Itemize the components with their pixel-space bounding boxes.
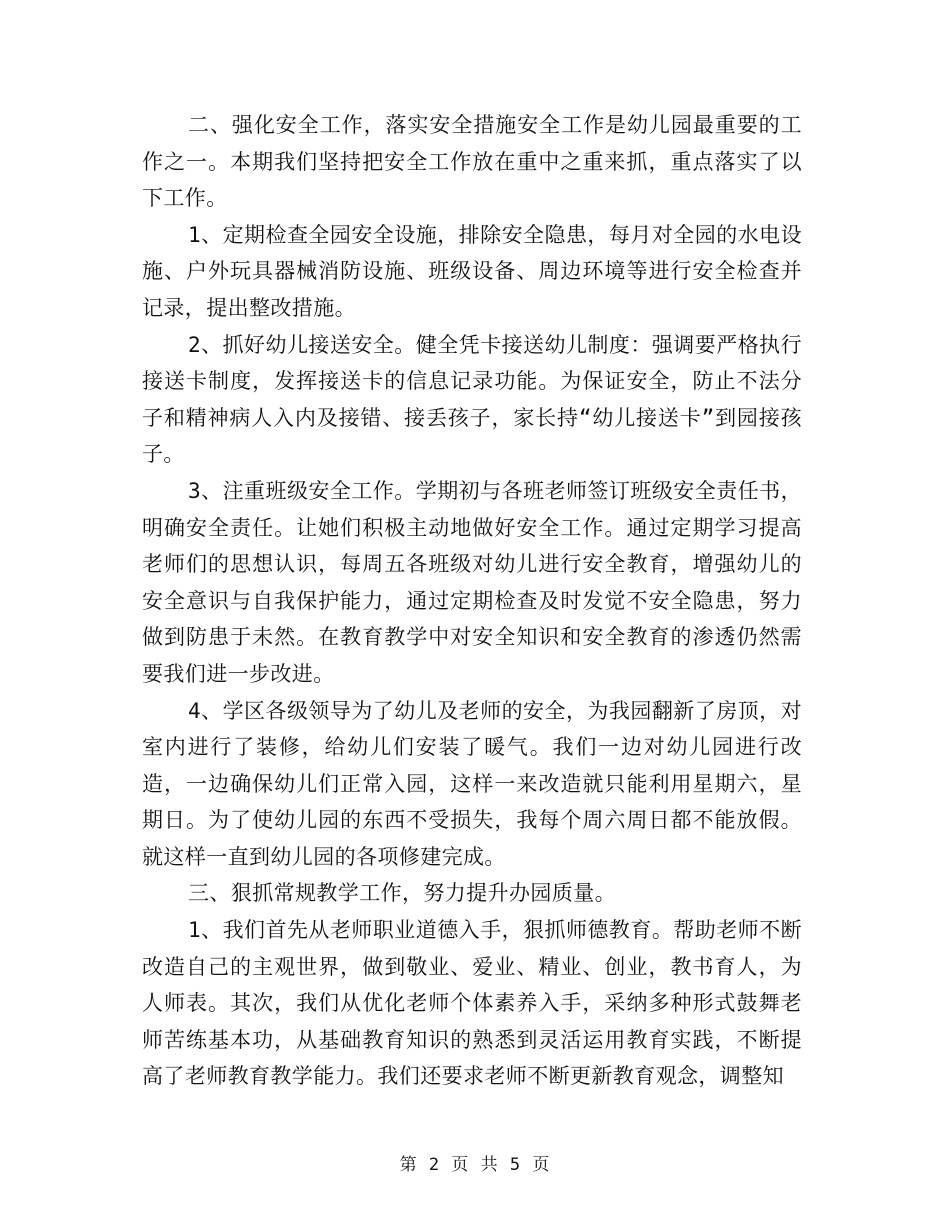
paragraph-safety-item-1: 1、定期检查全园安全设施，排除安全隐患，每月对全园的水电设施、户外玩具器械消防设施、班级设备、周边环境等进行安全检查并记录，提出整改措施。 (142, 222, 802, 320)
paragraph-safety-item-2: 2、抓好幼儿接送安全。健全凭卡接送幼儿制度：强调要严格执行接送卡制度，发挥接送卡的信息记录功能。为保证安全，防止不法分子和精神病人入内及接错、接丢孩子，家长持“幼儿接送卡”到园接孩子。 (142, 332, 802, 467)
paragraph-safety-heading: 二、强化安全工作，落实安全措施安全工作是幼儿园最重要的工作之一。本期我们坚持把安全工作放在重中之重来抓，重点落实了以下工作。 (142, 113, 802, 211)
paragraph-safety-item-3: 3、注重班级安全工作。学期初与各班老师签订班级安全责任书，明确安全责任。让她们积极主动地做好安全工作。通过定期学习提高老师们的思想认识，每周五各班级对幼儿进行安全教育，增强幼儿的安全意识与自我保护能力，通过定期检查及时发觉不安全隐患，努力做到防患于未然。在教育教学中对安全知识和安全教育的渗透仍然需要我们进一步改进。 (142, 478, 802, 686)
page-number-footer: 第 2 页 共 5 页 (399, 1155, 551, 1175)
paragraph-teaching-item-1: 1、我们首先从老师职业道德入手，狠抓师德教育。帮助老师不断改造自己的主观世界，做到敬业、爱业、精业、创业，教书育人，为人师表。其次，我们从优化老师个体素养入手，采纳多种形式鼓舞老师苦练基本功，从基础教育知识的熟悉到灵活运用教育实践，不断提高了老师教育教学能力。我们还要求老师不断更新教育观念，调整知 (142, 918, 802, 1089)
document-body (142, 107, 802, 1095)
paragraph-safety-item-4: 4、学区各级领导为了幼儿及老师的安全，为我园翻新了房顶，对室内进行了装修，给幼儿们安装了暖气。我们一边对幼儿园进行改造，一边确保幼儿们正常入园，这样一来改造就只能利用星期六，星期日。为了使幼儿园的东西不受损失，我每个周六周日都不能放假。就这样一直到幼儿园的各项修建完成。 (142, 698, 802, 869)
paragraph-teaching-heading: 三、狠抓常规教学工作，努力提升办园质量。 (188, 881, 616, 906)
